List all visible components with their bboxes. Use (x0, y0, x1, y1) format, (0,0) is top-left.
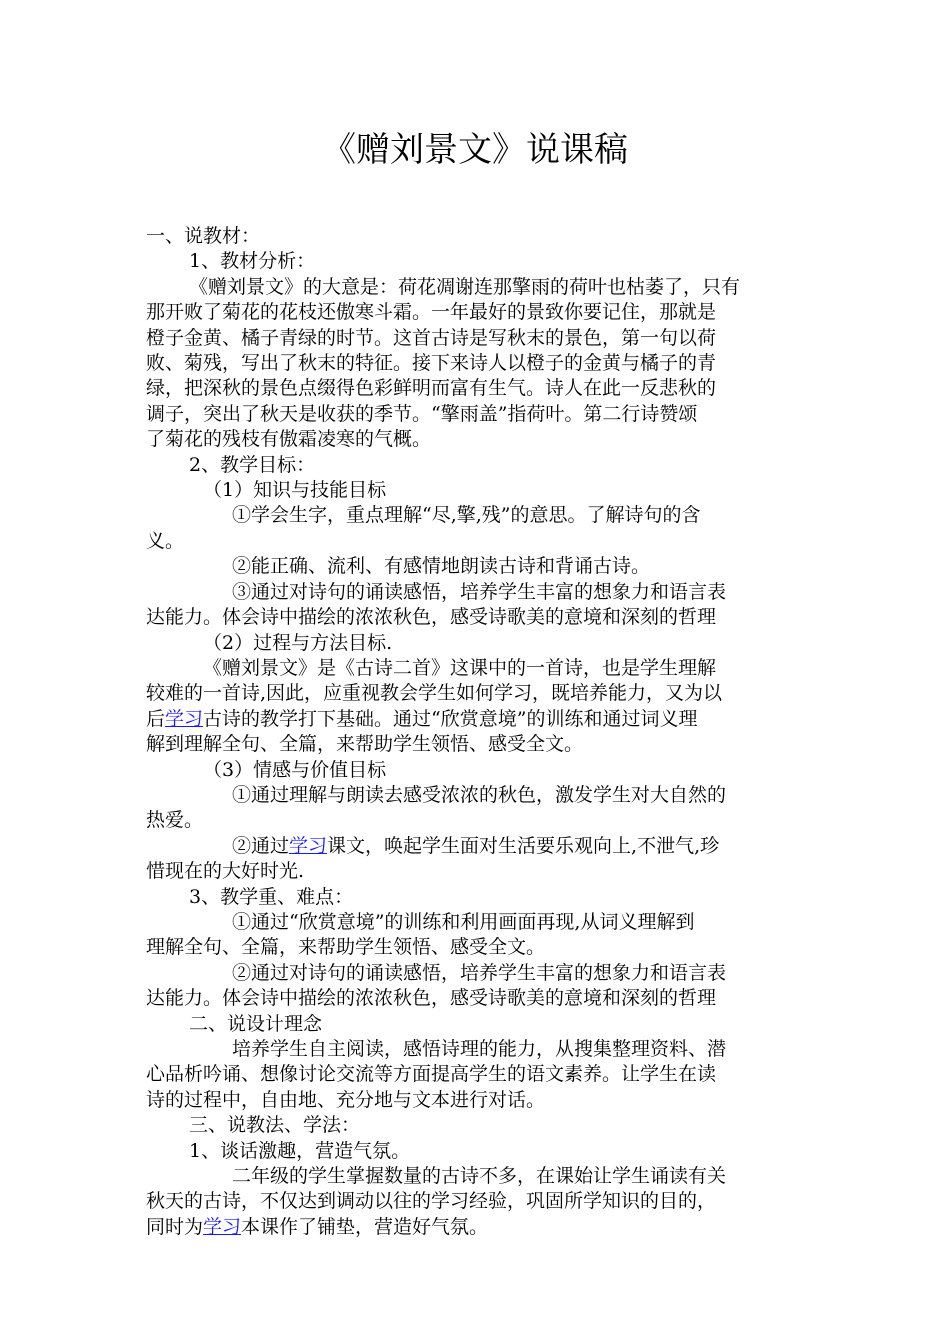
paragraph-line (146, 834, 808, 859)
study-link[interactable]: 学习 (289, 834, 328, 857)
paragraph-line (146, 1215, 808, 1240)
paragraph-line: 败、菊残，写出了秋末的特征。接下来诗人以橙子的金黄与橘子的青 (146, 352, 717, 375)
section-heading: 三、说教法、学法： (189, 1114, 361, 1137)
paragraph-line: ②能正确、流利、有感情地朗读古诗和背诵古诗。 (232, 555, 651, 578)
subsection-heading: 2、教学目标： (189, 453, 316, 476)
paragraph-line: 达能力。体会诗中描绘的浓浓秋色，感受诗歌美的意境和深刻的哲理 (146, 606, 717, 629)
paragraph-line: 理解全句、全篇，来帮助学生领悟、感受全文。 (146, 936, 546, 959)
paragraph-line (146, 707, 808, 732)
paragraph-line: 心品析吟诵、想像讨论交流等方面提高学生的语文素养。让学生在读 (146, 1063, 717, 1086)
paragraph-line: 那开败了菊花的花枝还傲寒斗霜。一年最好的景致你要记住，那就是 (146, 301, 717, 324)
line-text: 本课作了铺垫，营造好气氛。 (241, 1215, 489, 1238)
study-link[interactable]: 学习 (165, 707, 204, 730)
section-heading: 一、说教材： (146, 225, 261, 247)
paragraph-line: 《赠刘景文》是《古诗二首》这课中的一首诗，也是学生理解 (203, 656, 717, 679)
paragraph-line: 《赠刘景文》的大意是：荷花凋谢连那擎雨的荷叶也枯萎了，只有 (189, 275, 741, 298)
paragraph-line: 热爱。 (146, 809, 204, 832)
paragraph-line: ①学会生字，重点理解“尽,擎,残”的意思。了解诗句的含 (232, 504, 701, 527)
paragraph-line: 惜现在的大好时光. (146, 860, 305, 883)
paragraph-line: 绿，把深秋的景色点缀得色彩鲜明而富有生气。诗人在此一反悲秋的 (146, 377, 717, 400)
section-heading: 二、说设计理念 (189, 1012, 323, 1035)
paragraph-line: 橙子金黄、橘子青绿的时节。这首古诗是写秋末的景色，第一句以荷 (146, 326, 717, 349)
subsection-heading: 1、谈话激趣，营造气氛。 (189, 1139, 411, 1162)
objective-heading: （2）过程与方法目标. (203, 631, 393, 654)
paragraph-line: 秋天的古诗，不仅达到调动以往的学习经验，巩固所学知识的目的， (146, 1190, 717, 1213)
page-title: 《赠刘景文》说课稿 (322, 130, 628, 170)
paragraph-line: 诗的过程中，自由地、充分地与文本进行对话。 (146, 1088, 546, 1111)
paragraph-line: ③通过对诗句的诵读感悟，培养学生丰富的想象力和语言表 (232, 580, 727, 603)
paragraph-line: 调子，突出了秋天是收获的季节。“擎雨盖”指荷叶。第二行诗赞颂 (146, 402, 698, 425)
line-text: 课文，唤起学生面对生活要乐观向上,不泄气,珍 (327, 834, 720, 857)
subsection-heading: 1、教材分析： (189, 250, 316, 273)
line-text: 古诗的教学打下基础。通过“欣赏意境”的训练和通过词义理 (203, 707, 698, 730)
paragraph-line: 培养学生自主阅读，感悟诗理的能力，从搜集整理资料、潜 (232, 1038, 727, 1060)
objective-heading: （1）知识与技能目标 (203, 479, 387, 502)
line-text: ②通过 (232, 834, 290, 857)
paragraph-line: ①通过“欣赏意境”的训练和利用画面再现,从词义理解到 (232, 910, 695, 933)
paragraph-line: 较难的一首诗,因此，应重视教会学生如何学习，既培养能力，又为以 (146, 682, 723, 705)
paragraph-line: 达能力。体会诗中描绘的浓浓秋色，感受诗歌美的意境和深刻的哲理 (146, 987, 717, 1010)
paragraph-line: 解到理解全句、全篇，来帮助学生领悟、感受全文。 (146, 733, 584, 756)
study-link[interactable]: 学习 (203, 1215, 242, 1238)
document-body (146, 224, 808, 1240)
line-text: 后 (146, 707, 166, 730)
paragraph-line: 二年级的学生掌握数量的古诗不多，在课始让学生诵读有关 (232, 1165, 727, 1188)
paragraph-line: 了菊花的残枝有傲霜凌寒的气概。 (146, 428, 432, 451)
paragraph-line: ②通过对诗句的诵读感悟，培养学生丰富的想象力和语言表 (232, 961, 727, 984)
objective-heading: （3）情感与价值目标 (203, 758, 387, 781)
paragraph-line: 义。 (146, 529, 185, 552)
line-text: 同时为 (146, 1215, 204, 1238)
subsection-heading: 3、教学重、难点： (189, 885, 354, 908)
paragraph-line: ①通过理解与朗读去感受浓浓的秋色，激发学生对大自然的 (232, 783, 727, 806)
